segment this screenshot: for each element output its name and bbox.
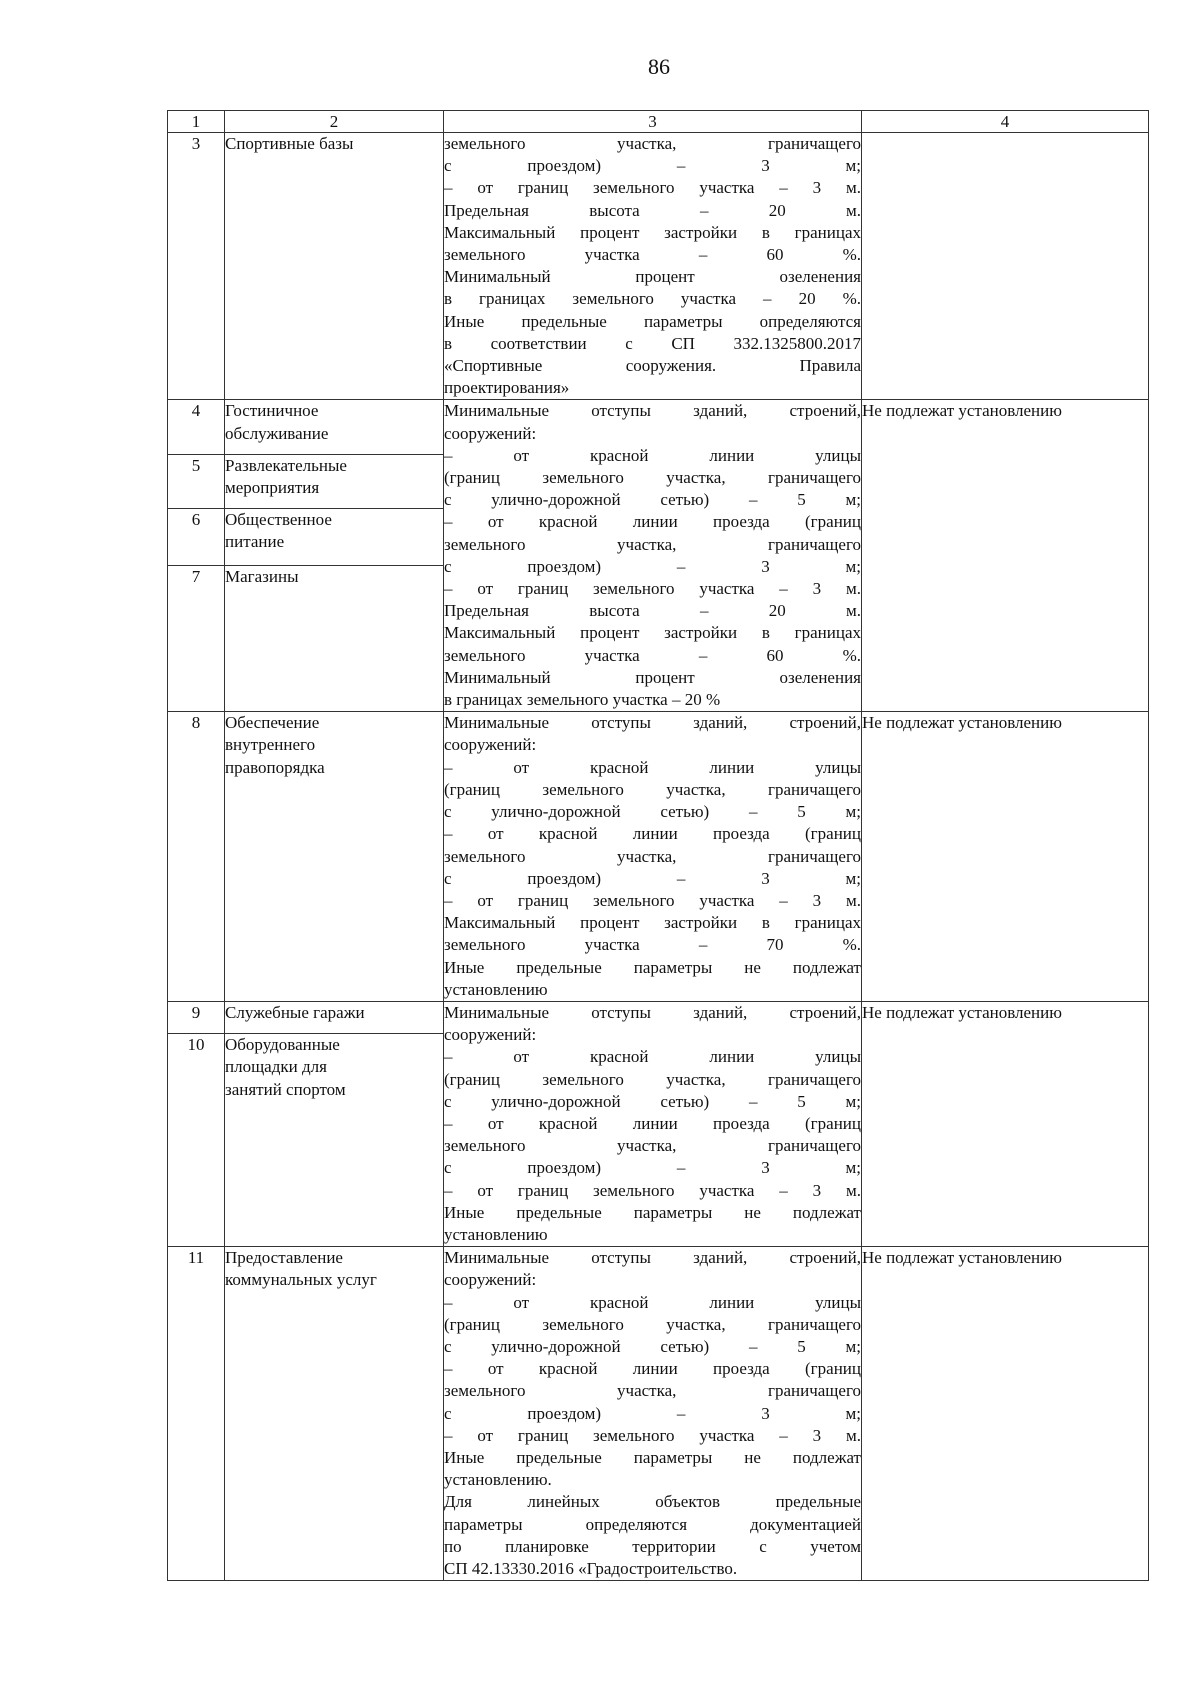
parameters-cell: [444, 1247, 862, 1581]
parameter-line: с проездом) – 3 м;: [444, 1158, 861, 1178]
use-type-name-line: площадки для: [225, 1057, 327, 1077]
use-type-name-line: Спортивные базы: [225, 134, 354, 153]
parameter-line: – от границ земельного участка – 3 м.: [444, 1425, 861, 1445]
parameter-line: установлению.: [444, 1470, 552, 1490]
parameter-line: – от красной линии улицы: [444, 757, 861, 777]
restrictions-cell: Не подлежат установлению: [862, 712, 1149, 1002]
parameter-line: установлению: [444, 979, 548, 999]
use-type-name-line: занятий спортом: [225, 1079, 346, 1099]
parameter-line: Минимальный процент озеленения: [444, 667, 861, 687]
parameter-line: сооружений:: [444, 1270, 537, 1290]
restrictions-cell: Не подлежат установлению: [862, 1001, 1149, 1246]
parameter-line: – от красной линии улицы: [444, 1292, 861, 1312]
row-number: 7: [168, 565, 225, 712]
parameter-line: земельного участка, граничащего: [444, 846, 861, 866]
parameter-line: установлению: [444, 1224, 548, 1244]
parameter-line: Максимальный процент застройки в границах: [444, 623, 861, 643]
use-type-name-line: питание: [225, 532, 285, 552]
parameter-line: – от границ земельного участка – 3 м.: [444, 579, 861, 599]
parameter-line: земельного участка, граничащего: [444, 134, 861, 153]
parameters-cell: [444, 712, 862, 1002]
parameter-line: – от красной линии улицы: [444, 1047, 861, 1067]
table-row: [168, 400, 1149, 454]
parameter-line: земельного участка, граничащего: [444, 534, 861, 554]
parameter-line: Минимальный процент озеленения: [444, 267, 861, 287]
use-type-name: [225, 133, 444, 400]
parameter-line: с улично-дорожной сетью) – 5 м;: [444, 1336, 861, 1356]
parameter-line: Минимальные отступы зданий, строений,: [444, 401, 861, 421]
row-number: 4: [168, 400, 225, 454]
use-type-name-line: Развлекательные: [225, 455, 347, 475]
use-type-name-line: Гостиничное: [225, 401, 319, 421]
row-number: 6: [168, 509, 225, 566]
parameter-line: (границ земельного участка, граничащего: [444, 1069, 861, 1089]
use-type-name: [225, 1034, 444, 1247]
regulations-table: [167, 110, 1149, 1581]
row-number: 11: [168, 1247, 225, 1581]
parameter-line: – от границ земельного участка – 3 м.: [444, 890, 861, 910]
parameter-line: Минимальные отступы зданий, строений,: [444, 1248, 861, 1268]
parameter-line: с проездом) – 3 м;: [444, 556, 861, 576]
use-type-name: [225, 712, 444, 1002]
parameter-line: с проездом) – 3 м;: [444, 156, 861, 176]
parameter-line: – от красной линии проезда (границ: [444, 512, 861, 532]
parameter-line: земельного участка, граничащего: [444, 1381, 861, 1401]
use-type-name-line: Магазины: [225, 566, 299, 586]
parameter-line: – от границ земельного участка – 3 м.: [444, 1180, 861, 1200]
parameter-line: Иные предельные параметры определяются: [444, 311, 861, 331]
parameters-cell: [444, 133, 862, 400]
table-header-row: [168, 111, 1149, 133]
parameter-line: – от красной линии проезда (границ: [444, 824, 861, 844]
parameter-line: в границах земельного участка – 20 %: [444, 690, 721, 710]
parameter-line: сооружений:: [444, 735, 537, 755]
parameter-line: Максимальный процент застройки в границах: [444, 222, 861, 242]
parameter-line: (границ земельного участка, граничащего: [444, 1314, 861, 1334]
use-type-name-line: Обеспечение: [225, 713, 320, 733]
use-type-name-line: Оборудованные: [225, 1035, 340, 1055]
use-type-name: [225, 1001, 444, 1033]
parameter-line: СП 42.13330.2016 «Градостроительство.: [444, 1559, 738, 1578]
parameters-cell: [444, 1001, 862, 1246]
parameter-line: с улично-дорожной сетью) – 5 м;: [444, 802, 861, 822]
table-row: [168, 712, 1149, 1002]
parameter-line: Предельная высота – 20 м.: [444, 601, 861, 621]
parameter-line: Иные предельные параметры не подлежат: [444, 1202, 861, 1222]
parameter-line: параметры определяются документацией: [444, 1514, 861, 1534]
use-type-name: [225, 1247, 444, 1581]
use-type-name-line: коммунальных услуг: [225, 1270, 377, 1290]
use-type-name-line: правопорядка: [225, 757, 325, 777]
parameter-line: Для линейных объектов предельные: [444, 1492, 861, 1512]
row-number: 5: [168, 454, 225, 508]
parameter-line: в границах земельного участка – 20 %.: [444, 289, 861, 309]
parameter-line: земельного участка – 60 %.: [444, 245, 861, 265]
parameter-line: с улично-дорожной сетью) – 5 м;: [444, 490, 861, 510]
use-type-name: [225, 400, 444, 454]
use-type-name-line: обслуживание: [225, 423, 329, 443]
parameter-line: Максимальный процент застройки в границах: [444, 913, 861, 933]
parameter-line: земельного участка – 70 %.: [444, 935, 861, 955]
table-row: [168, 133, 1149, 400]
parameter-line: проектирования»: [444, 378, 570, 398]
header-col-3: 3: [444, 111, 862, 133]
parameter-line: – от границ земельного участка – 3 м.: [444, 178, 861, 198]
parameters-cell: [444, 400, 862, 712]
use-type-name: [225, 509, 444, 566]
use-type-name-line: Служебные гаражи: [225, 1002, 365, 1022]
parameter-line: Минимальные отступы зданий, строений,: [444, 713, 861, 733]
page-number: 86: [648, 54, 670, 79]
parameter-line: Минимальные отступы зданий, строений,: [444, 1002, 861, 1022]
use-type-name-line: Предоставление: [225, 1248, 343, 1268]
parameter-line: в соответствии с СП 332.1325800.2017: [444, 333, 861, 353]
parameter-line: Предельная высота – 20 м.: [444, 200, 861, 220]
header-col-1: 1: [168, 111, 225, 133]
restrictions-cell: Не подлежат установлению: [862, 400, 1149, 712]
parameter-line: – от красной линии улицы: [444, 445, 861, 465]
restrictions-cell: Не подлежат установлению: [862, 1247, 1149, 1581]
restrictions-cell: [862, 133, 1149, 400]
parameter-line: сооружений:: [444, 1025, 537, 1045]
use-type-name: [225, 454, 444, 508]
parameter-line: земельного участка, граничащего: [444, 1136, 861, 1156]
parameter-line: по планировке территории с учетом: [444, 1536, 861, 1556]
use-type-name-line: Общественное: [225, 510, 332, 530]
header-col-4: 4: [862, 111, 1149, 133]
parameter-line: с проездом) – 3 м;: [444, 868, 861, 888]
row-number: 9: [168, 1001, 225, 1033]
parameter-line: «Спортивные сооружения. Правила: [444, 356, 861, 376]
row-number: 10: [168, 1034, 225, 1247]
parameter-line: Иные предельные параметры не подлежат: [444, 957, 861, 977]
parameter-line: (границ земельного участка, граничащего: [444, 468, 861, 488]
table-row: [168, 1001, 1149, 1033]
header-col-2: 2: [225, 111, 444, 133]
row-number: 3: [168, 133, 225, 400]
parameter-line: сооружений:: [444, 423, 537, 443]
parameter-line: земельного участка – 60 %.: [444, 645, 861, 665]
use-type-name-line: внутреннего: [225, 735, 316, 755]
row-number: 8: [168, 712, 225, 1002]
use-type-name: [225, 565, 444, 712]
parameter-line: – от красной линии проезда (границ: [444, 1359, 861, 1379]
parameter-line: (границ земельного участка, граничащего: [444, 779, 861, 799]
use-type-name-line: мероприятия: [225, 477, 320, 497]
parameter-line: с улично-дорожной сетью) – 5 м;: [444, 1091, 861, 1111]
parameter-line: – от красной линии проезда (границ: [444, 1113, 861, 1133]
parameter-line: Иные предельные параметры не подлежат: [444, 1447, 861, 1467]
parameter-line: с проездом) – 3 м;: [444, 1403, 861, 1423]
table-row: [168, 1247, 1149, 1581]
